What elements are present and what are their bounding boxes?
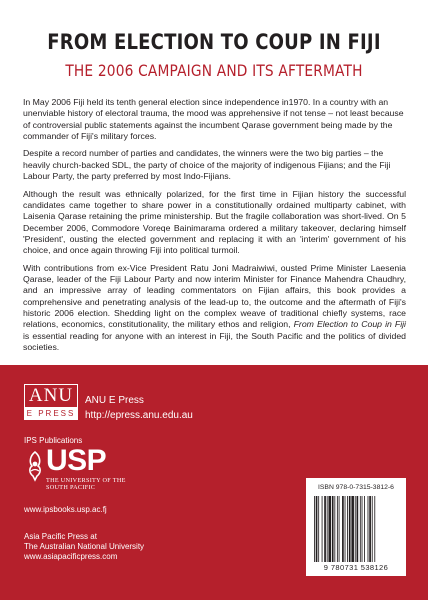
usp-full-name-line-2: SOUTH PACIFIC bbox=[46, 484, 96, 491]
barcode-bar bbox=[337, 496, 338, 562]
barcode-bar bbox=[339, 496, 340, 562]
cover-title: FROM ELECTION TO COUP IN FIJI bbox=[47, 30, 381, 54]
barcode-bar bbox=[316, 496, 318, 562]
anu-press-name: ANU E Press bbox=[85, 395, 144, 406]
blurb-paragraph-2: Despite a record number of parties and candidates, the winners were the two big parties – the heavily church-backed SDL, the party of choice of the majority of indigenous Fijians; and the Fiji Labour Party, the party preferred by most Indo-Fijians. bbox=[23, 148, 391, 182]
barcode-bar bbox=[364, 496, 365, 562]
barcode-bar bbox=[324, 496, 326, 562]
barcode-bar bbox=[327, 496, 328, 562]
barcode-bar bbox=[322, 496, 323, 562]
barcode-digits: 9 780731 538126 bbox=[323, 563, 389, 572]
asia-pacific-press-line-1: Asia Pacific Press at bbox=[24, 532, 97, 541]
barcode-icon bbox=[312, 496, 400, 562]
usp-wordmark: USP bbox=[46, 444, 107, 477]
isbn-number: ISBN 978-0-7315-3812-6 bbox=[318, 484, 394, 491]
barcode-bar bbox=[372, 496, 373, 562]
barcode-bar bbox=[332, 496, 334, 562]
barcode-bar bbox=[357, 496, 359, 562]
usp-emblem-icon bbox=[24, 450, 46, 482]
barcode-bar bbox=[368, 496, 369, 562]
blurb-paragraph-3: Although the result was ethnically polarized, for the first time in Fijian history the successful candidates came together to share power in a constitutionally ordained multiparty cabinet, with Laisenia Qarase retaining the prime ministership. But the fragile collaboration was short-lived. On 5 December 2006, Commodore Voreqe Bainimarama ordered a military takeover, declaring himself 'President', ousting the elected government and replacing it with an 'interim' government of his choice, and once again throwing Fiji into political turmoil. bbox=[23, 188, 406, 256]
usp-full-name bbox=[46, 477, 126, 491]
isbn-barcode-box bbox=[306, 478, 406, 576]
barcode-bar bbox=[328, 496, 331, 562]
blurb-paragraph-4 bbox=[23, 263, 406, 353]
asia-pacific-press-line-2: The Australian National University bbox=[24, 542, 145, 551]
blurb-paragraph-4-end: is essential reading for anyone with an interest in Fiji, the South Pacific and the politics of divided societies. bbox=[23, 330, 406, 352]
barcode-bar bbox=[342, 496, 344, 562]
anu-logo-wordmark: ANU bbox=[24, 384, 78, 408]
barcode-bar bbox=[369, 496, 371, 562]
barcode-bar bbox=[347, 496, 348, 562]
anu-e-press-logo bbox=[24, 384, 78, 420]
barcode-bar bbox=[362, 496, 363, 562]
barcode-bar bbox=[318, 496, 319, 562]
blurb-text bbox=[23, 97, 406, 359]
blurb-paragraph-4-main: With contributions from ex-Vice President Ratu Joni Madraiwiwi, ousted Prime Minister Laesenia Qarase, leader of the Fiji Labour Party and now interim Minister for Finance Mahendra Chaudhry, and an impressive array of leading commentators on Fijian affairs, this book provides a comprehensive and penetrating analysis of the lead-up to, the outcome and the aftermath of Fiji's historic 2006 election. Shedding light on the complex weave of traditional chiefly systems, race relations, economics, constitutionality, the military ethos and religion, bbox=[23, 262, 406, 330]
barcode-bar bbox=[355, 496, 356, 562]
anu-press-url[interactable]: http://epress.anu.edu.au bbox=[85, 410, 193, 421]
barcode-bar bbox=[374, 496, 375, 562]
barcode-bar bbox=[334, 496, 335, 562]
usp-full-name-line-1: THE UNIVERSITY OF THE bbox=[46, 477, 126, 484]
cover-subtitle: THE 2006 CAMPAIGN AND ITS AFTERMATH bbox=[65, 61, 363, 80]
barcode-bar bbox=[351, 496, 354, 562]
barcode-bar bbox=[314, 496, 315, 562]
barcode-bar bbox=[360, 496, 361, 562]
blurb-paragraph-1: In May 2006 Fiji held its tenth general election since independence in1970. In a country with an unenviable history of electoral trauma, the mood was apprehensive if not tense – not least because of controversial public statements against the incumbent Qarase government being made by the commander of Fiji's military forces. bbox=[23, 97, 404, 141]
asia-pacific-press-url[interactable]: www.asiapacificpress.com bbox=[24, 552, 118, 561]
ips-publications-label: IPS Publications bbox=[24, 436, 83, 445]
blurb-book-title: From Election to Coup in Fiji bbox=[293, 319, 406, 330]
ips-books-url[interactable]: www.ipsbooks.usp.ac.fj bbox=[24, 505, 107, 514]
anu-logo-e-press: E PRESS bbox=[24, 408, 78, 420]
barcode-bar bbox=[349, 496, 351, 562]
barcode-bar bbox=[345, 496, 346, 562]
